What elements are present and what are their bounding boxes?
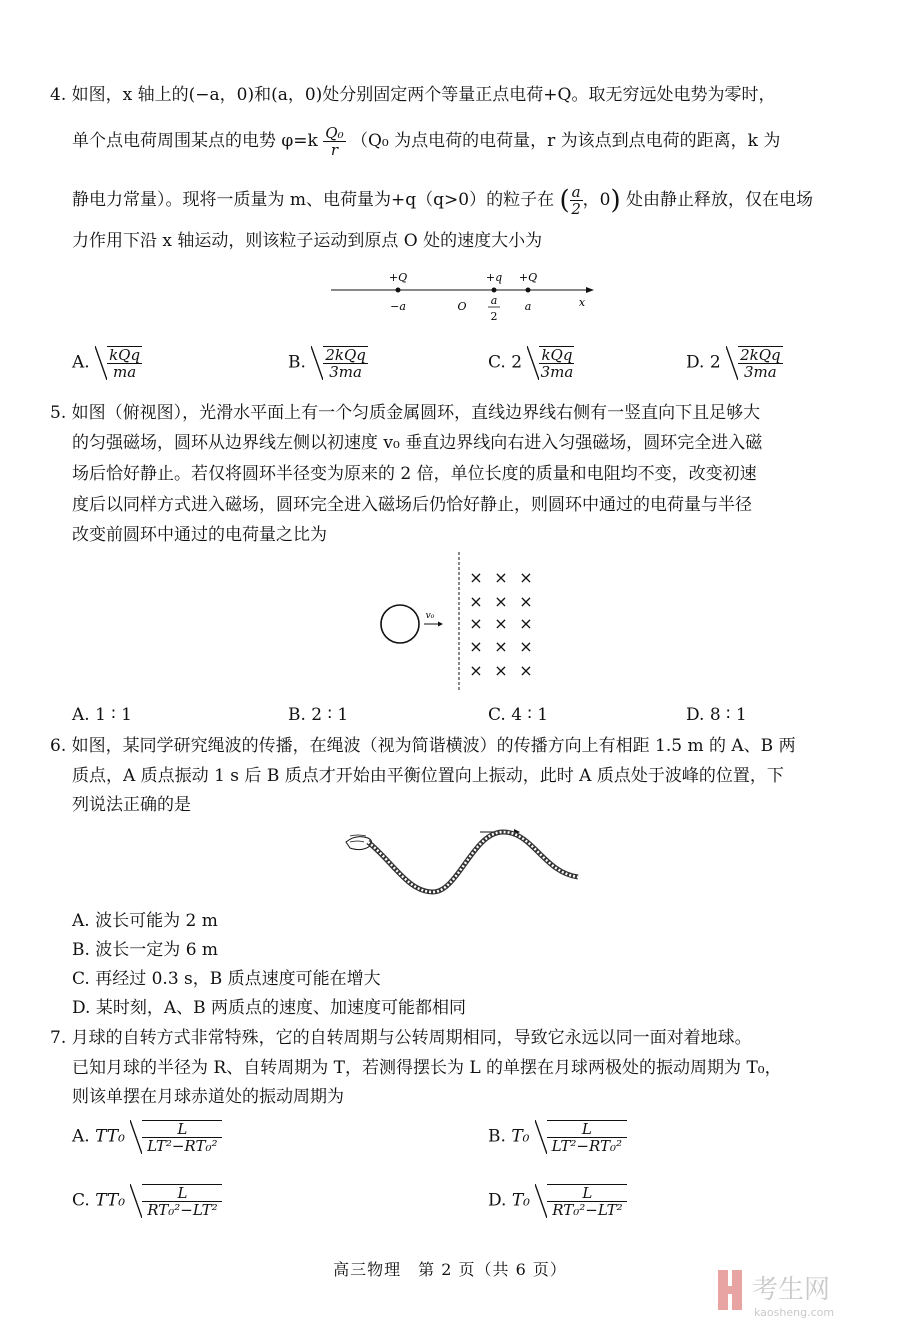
q4-b-num: 2kQq [325,346,366,364]
q7-line-2: 已知月球的半径为 R、自转周期为 T，若测得摆长为 L 的单摆在月球两极处的振动周期为 T₀， [72,1058,782,1078]
q7-a-den: LT²−RT₀² [147,1137,218,1155]
field-cross-icon: × [494,614,508,633]
label-half-den: 2 [490,310,498,323]
potential-fraction-den: r [330,141,338,159]
label-half-num: a [490,294,498,307]
field-cross-icon: × [519,637,533,656]
magnetic-field-figure [372,552,542,692]
q4-line-4: 力作用下沿 x 轴运动，则该粒子运动到原点 O 处的速度大小为 [72,231,543,251]
release-point-y: ，0 [582,190,611,210]
q6-option-b[interactable]: B. 波长一定为 6 m [72,940,219,960]
q7-line-1: 7. 月球的自转方式非常特殊，它的自转周期与公转周期相同，导致它永远以同一面对着地球。 [50,1028,752,1048]
q4-option-a[interactable] [72,346,142,380]
q4-c-den: 3ma [540,363,574,381]
label-plusq: +q [485,271,503,284]
rope-wave [368,832,578,892]
q4-line-2 [72,125,780,158]
label-plusQ-right: +Q [518,271,538,284]
metal-ring [381,605,419,643]
q7-b-num: L [547,1121,627,1138]
q4-c-num: kQq [541,346,573,364]
q5-line-1: 5. 如图（俯视图），光滑水平面上有一个匀质金属圆环，直线边界线右侧有一竖直向下且足够大 [50,403,761,423]
q4-option-b-label: B. [288,352,306,373]
q4-line-2b: （Q₀ 为点电荷的电荷量，r 为该点到点电荷的距离，k 为 [350,131,781,151]
q5-option-d[interactable]: D. 8 ∶ 1 [686,705,747,725]
field-cross-icon: × [469,637,483,656]
charge-right-dot [526,288,531,293]
field-cross-icon: × [469,592,483,611]
q5-option-a[interactable]: A. 1 ∶ 1 [72,705,132,725]
q7-option-a-label: A. [72,1126,90,1147]
q7-b-den: LT²−RT₀² [551,1137,623,1155]
page-footer: 高三物理 第 2 页（共 6 页） [333,1260,567,1279]
potential-fraction [323,125,345,158]
watermark-en: kaosheng.com [754,1306,835,1319]
label-minus-a: −a [390,300,406,313]
q5-option-c[interactable]: C. 4 ∶ 1 [488,705,549,725]
kaosheng-watermark [716,1262,886,1322]
rope-wave-figure [338,822,588,902]
label-a: a [524,300,532,313]
sqrt-icon [130,1184,222,1218]
q7-d-num: L [547,1185,627,1202]
sqrt-icon [726,346,783,380]
field-crosses [469,568,532,680]
q7-option-d[interactable] [488,1184,627,1218]
q4-option-b[interactable] [288,346,368,380]
sqrt-icon [535,1184,627,1218]
field-cross-icon: × [494,592,508,611]
field-cross-icon: × [519,661,533,680]
release-point-num: a [571,183,581,201]
q7-option-b[interactable] [488,1120,627,1154]
release-point-den: 2 [571,200,581,218]
q5-line-2: 的匀强磁场，圆环从边界线左侧以初速度 v₀ 垂直边界线向右进入匀强磁场，圆环完全进入磁 [72,433,763,453]
sqrt-icon [130,1120,222,1154]
q6-line-1: 6. 如图，某同学研究绳波的传播，在绳波（视为简谐横波）的传播方向上有相距 1.5 m 的 A、B 两 [50,736,796,756]
field-cross-icon: × [469,568,483,587]
q7-c-num: L [142,1185,222,1202]
release-point-fraction [570,184,583,217]
q4-option-d-label: D. 2 [686,352,721,373]
q4-option-c-label: C. 2 [488,352,523,373]
field-cross-icon: × [519,592,533,611]
field-cross-icon: × [494,661,508,680]
v0-label: v₀ [425,611,435,621]
label-x: x [578,296,586,309]
q5-line-3: 场后恰好静止。若仅将圆环半径变为原来的 2 倍，单位长度的质量和电阻均不变，改变初速 [72,464,757,484]
q7-line-3: 则该单摆在月球赤道处的振动周期为 [72,1087,344,1107]
q6-line-3: 列说法正确的是 [72,795,191,815]
q4-option-c[interactable] [488,346,574,380]
label-plusQ-left: +Q [388,271,408,284]
q7-a-num: L [142,1121,222,1138]
q7-option-c[interactable] [72,1184,222,1218]
q7-a-coef: TT₀ [95,1126,125,1147]
q7-c-den: RT₀²−LT² [147,1201,218,1219]
q5-line-4: 度后以同样方式进入磁场，圆环完全进入磁场后仍恰好静止，则圆环中通过的电荷量与半径 [72,495,752,515]
q5-option-b[interactable]: B. 2 ∶ 1 [288,705,349,725]
q4-option-a-label: A. [72,352,90,373]
field-cross-icon: × [519,568,533,587]
field-cross-icon: × [469,661,483,680]
field-cross-icon: × [494,637,508,656]
potential-fraction-num: Q₀ [325,124,344,142]
x-axis-arrow [586,287,594,293]
q4-b-den: 3ma [329,363,362,381]
field-cross-icon: × [469,614,483,633]
q4-line-3c: 处由静止释放，仅在电场 [626,190,813,210]
q5-line-5: 改变前圆环中通过的电荷量之比为 [72,525,327,545]
q7-d-den: RT₀²−LT² [552,1201,623,1219]
particle-dot [492,288,497,293]
q7-c-coef: TT₀ [95,1190,126,1211]
q7-option-a[interactable] [72,1120,222,1154]
q4-a-den: ma [113,363,137,381]
sqrt-icon [527,346,574,380]
q4-line-3: 静电力常量）。现将一质量为 m、电荷量为+q（q>0）的粒子在 ( $\frac{a}{2}$ ，0) 处由静止释放，仅在电场 [72,183,813,218]
q7-b-coef: T₀ [511,1126,530,1147]
label-origin: O [457,300,467,313]
sqrt-icon [535,1120,627,1154]
q6-line-2: 质点，A 质点振动 1 s 后 B 质点才开始由平衡位置向上振动，此时 A 质点处于波峰的位置，下 [72,766,784,786]
q4-line-3a: 静电力常量）。现将一质量为 m、电荷量为+q（q>0）的粒子在 [72,190,555,210]
q7-option-c-label: C. [72,1190,90,1211]
charge-left-dot [396,288,401,293]
field-cross-icon: × [519,614,533,633]
watermark-cn: 考生网 [752,1275,831,1305]
q7-option-b-label: B. [488,1126,506,1147]
q4-a-num: kQq [109,346,141,364]
q4-d-den: 3ma [743,363,777,381]
sqrt-icon [311,346,368,380]
q4-line-1: 4. 如图，x 轴上的(−a，0)和(a，0)处分别固定两个等量正点电荷+Q。取无穷远处电势为零时， [50,85,776,105]
q6-option-d[interactable]: D. 某时刻，A、B 两质点的速度、加速度可能都相同 [72,998,467,1018]
q4-line-2a: 单个点电荷周围某点的电势 φ=k [72,131,318,151]
q4-d-num: 2kQq [740,346,781,364]
axis-figure [328,264,598,326]
sqrt-icon [95,346,142,380]
field-cross-icon: × [494,568,508,587]
q6-option-c[interactable]: C. 再经过 0.3 s，B 质点速度可能在增大 [72,969,381,989]
q6-option-a[interactable]: A. 波长可能为 2 m [72,911,218,931]
q4-option-d[interactable] [686,346,783,380]
q7-option-d-label: D. [488,1190,507,1211]
q7-d-coef: T₀ [511,1190,530,1211]
